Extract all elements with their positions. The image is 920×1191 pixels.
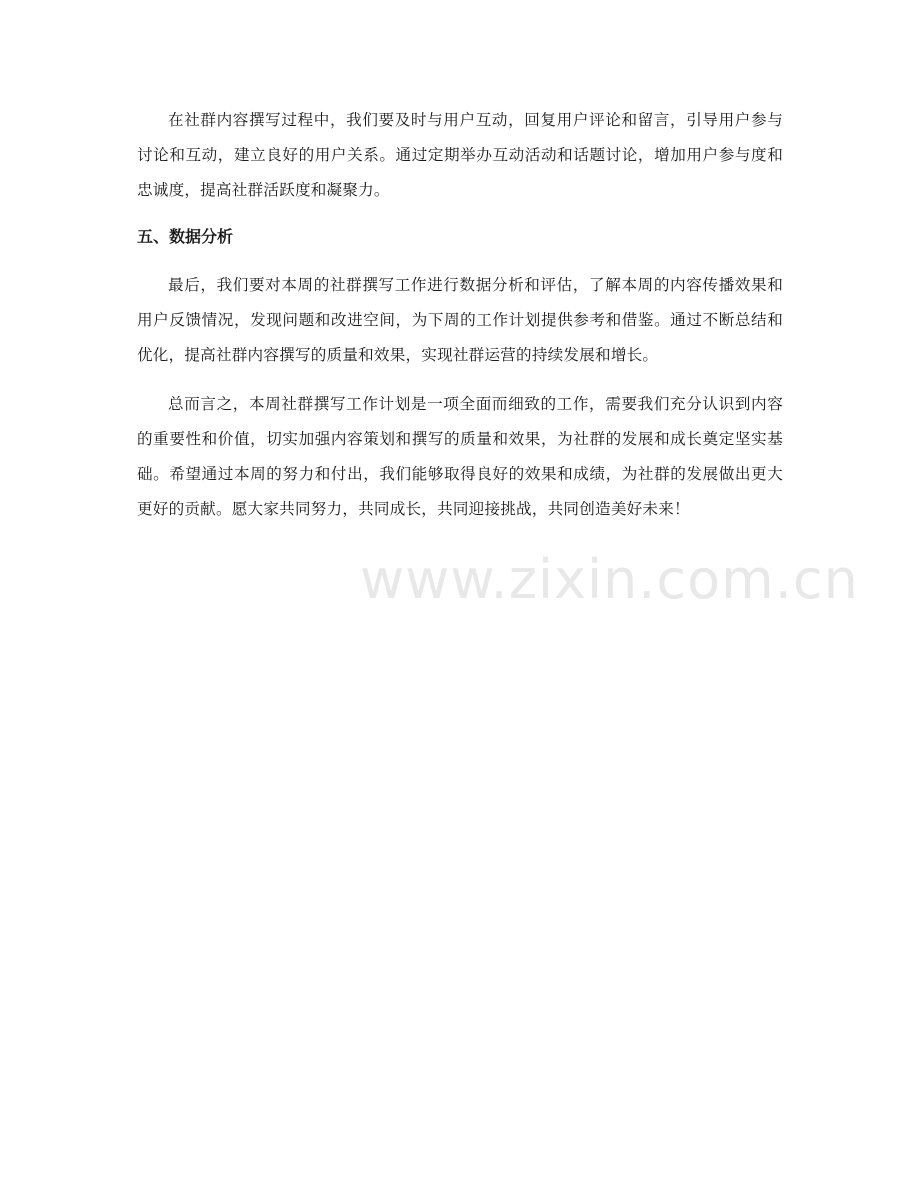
site-watermark: www.zixin.com.cn: [360, 548, 859, 611]
section-heading-data-analysis: 五、数据分析: [137, 227, 234, 246]
paragraph-user-interaction: 在社群内容撰写过程中，我们要及时与用户互动，回复用户评论和留言，引导用户参与讨论和互动，建立良好的用户关系。通过定期举办互动活动和话题讨论，增加用户参与度和忠诚度，提高社群活跃度和凝聚力。: [137, 111, 783, 199]
document-body: [137, 103, 783, 527]
paragraph-data-analysis: 最后，我们要对本周的社群撰写工作进行数据分析和评估，了解本周的内容传播效果和用户反馈情况，发现问题和改进空间，为下周的工作计划提供参考和借鉴。通过不断总结和优化，提高社群内容撰写的质量和效果，实现社群运营的持续发展和增长。: [137, 276, 783, 364]
paragraph-conclusion: 总而言之，本周社群撰写工作计划是一项全面而细致的工作，需要我们充分认识到内容的重要性和价值，切实加强内容策划和撰写的质量和效果，为社群的发展和成长奠定坚实基础。希望通过本周的努力和付出，我们能够取得良好的效果和成绩，为社群的发展做出更大更好的贡献。愿大家共同努力，共同成长，共同迎接挑战，共同创造美好未来！: [137, 395, 783, 518]
